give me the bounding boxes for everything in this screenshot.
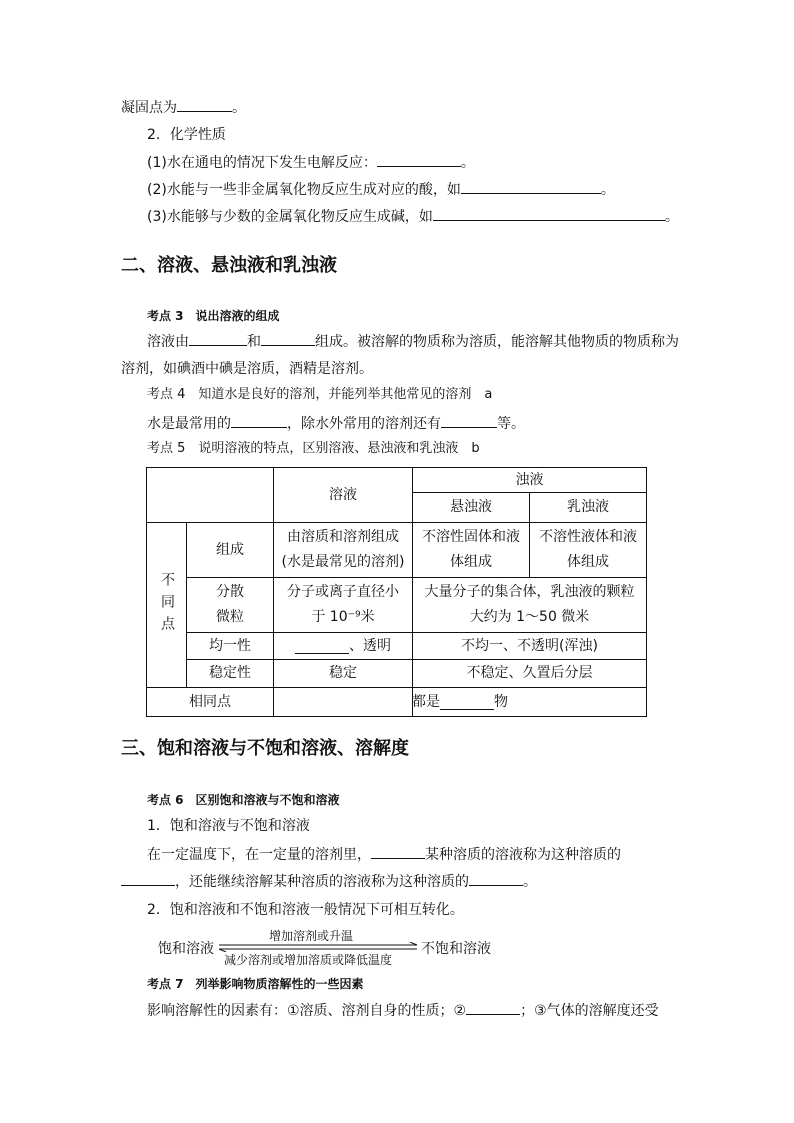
- cell-turbid-stability: 不稳定、久置后分层: [466, 665, 593, 681]
- line-electrolysis: (1)水在通电的情况下发生电解反应： 。: [147, 152, 475, 172]
- line-solution-composition: 溶液由 和 组成。被溶解的物质称为溶质，能溶解其他物质的物质称为: [147, 331, 679, 351]
- blank-mixture[interactable]: [440, 695, 494, 710]
- section-title-saturated: 三、饱和溶液与不饱和溶液、溶解度: [121, 738, 409, 759]
- line-nonmetal-oxide: (2)水能与一些非金属氧化物反应生成对应的酸，如 。: [147, 179, 615, 199]
- blank-metal-oxide[interactable]: [433, 206, 665, 221]
- cell-emulsion-composition: 不溶性液体和液 体组成: [539, 529, 637, 570]
- header-emulsion: 乳浊液: [567, 499, 609, 515]
- header-solution: 溶液: [329, 486, 357, 503]
- subheading-saturated: 1．饱和溶液与不饱和溶液: [147, 818, 310, 834]
- conversion-left-label: 饱和溶液: [158, 941, 214, 957]
- key-point-6: 考点 6 区别饱和溶液与不饱和溶液: [147, 793, 340, 807]
- conversion-right-label: 不饱和溶液: [421, 941, 491, 957]
- blank-solute[interactable]: [189, 331, 247, 346]
- row-label-common: 相同点: [189, 693, 231, 710]
- line-water-solvent: 水是最常用的 ，除水外常用的溶剂还有 等。: [147, 413, 525, 433]
- line-iodine-example: 溶剂，如碘酒中碘是溶质，酒精是溶剂。: [121, 361, 373, 377]
- cell-turbid-uniformity: 不均一、不透明(浑浊): [461, 637, 598, 654]
- conversion-bottom-label: 减少溶剂或增加溶质或降低温度: [224, 953, 393, 967]
- blank-other-solvents[interactable]: [441, 413, 497, 428]
- blank-uniform[interactable]: [295, 639, 349, 654]
- header-suspension: 悬浊液: [450, 499, 492, 515]
- blank-solvent[interactable]: [261, 331, 315, 346]
- line-freezing-point: 凝固点为 。: [121, 97, 246, 117]
- key-point-5: 考点 5 说明溶液的特点，区别溶液、悬浊液和乳浊液 b: [147, 441, 480, 456]
- row-label-composition: 组成: [216, 541, 244, 558]
- blank-most-common[interactable]: [231, 413, 287, 428]
- row-label-uniformity: 均一性: [209, 637, 251, 654]
- line-saturated-definition: 在一定温度下，在一定量的溶剂里， 某种溶质的溶液称为这种溶质的: [147, 844, 621, 864]
- cell-solution-uniformity: 、透明: [274, 633, 412, 659]
- line-unsaturated-definition: ，还能继续溶解某种溶质的溶液称为这种溶质的 。: [121, 871, 537, 891]
- cell-solution-particles: 分子或离子直径小 于 10⁻⁹米: [287, 584, 399, 625]
- blank-temperature[interactable]: [466, 1000, 520, 1015]
- line-metal-oxide: (3)水能够与少数的金属氧化物反应生成碱，如 。: [147, 206, 679, 226]
- blank-unsaturated-solution[interactable]: [469, 871, 523, 886]
- header-turbid: 浊液: [515, 471, 544, 488]
- cell-solution-composition: 由溶质和溶剂组成 (水是最常见的溶剂): [281, 529, 405, 570]
- key-point-4: 考点 4 知道水是良好的溶剂，并能列举其他常见的溶剂 a: [147, 387, 493, 402]
- conversion-diagram: [158, 930, 498, 970]
- row-label-stability: 稳定性: [209, 665, 251, 681]
- row-label-particles: 分散 微粒: [216, 584, 244, 625]
- row-group-differences: 不同点: [159, 572, 175, 638]
- blank-freezing-point[interactable]: [177, 97, 232, 112]
- blank-nonmetal-oxide[interactable]: [461, 179, 601, 194]
- blank-saturated-solution[interactable]: [121, 871, 175, 886]
- subheading-conversion: 2．饱和溶液和不饱和溶液一般情况下可相互转化。: [147, 902, 464, 918]
- blank-cannot-dissolve[interactable]: [371, 844, 425, 859]
- cell-turbid-particles: 大量分子的集合体，乳浊液的颗粒 大约为 1～50 微米: [424, 584, 635, 625]
- cell-common: 都是 物: [412, 693, 508, 710]
- key-point-7: 考点 7 列举影响物质溶解性的一些因素: [147, 977, 364, 991]
- key-point-3: 考点 3 说出溶液的组成: [147, 309, 280, 323]
- cell-suspension-composition: 不溶性固体和液 体组成: [422, 529, 520, 570]
- section-title-solutions: 二、溶液、悬浊液和乳浊液: [121, 255, 337, 276]
- line-solubility-factors: 影响溶解性的因素有：①溶质、溶剂自身的性质；② ；③气体的溶解度还受: [147, 1000, 659, 1020]
- blank-electrolysis[interactable]: [377, 152, 461, 167]
- conversion-top-label: 增加溶剂或升温: [269, 929, 354, 943]
- comparison-table: [146, 467, 647, 717]
- cell-solution-stability: 稳定: [329, 665, 357, 681]
- subheading-chemical-properties: 2．化学性质: [147, 127, 226, 143]
